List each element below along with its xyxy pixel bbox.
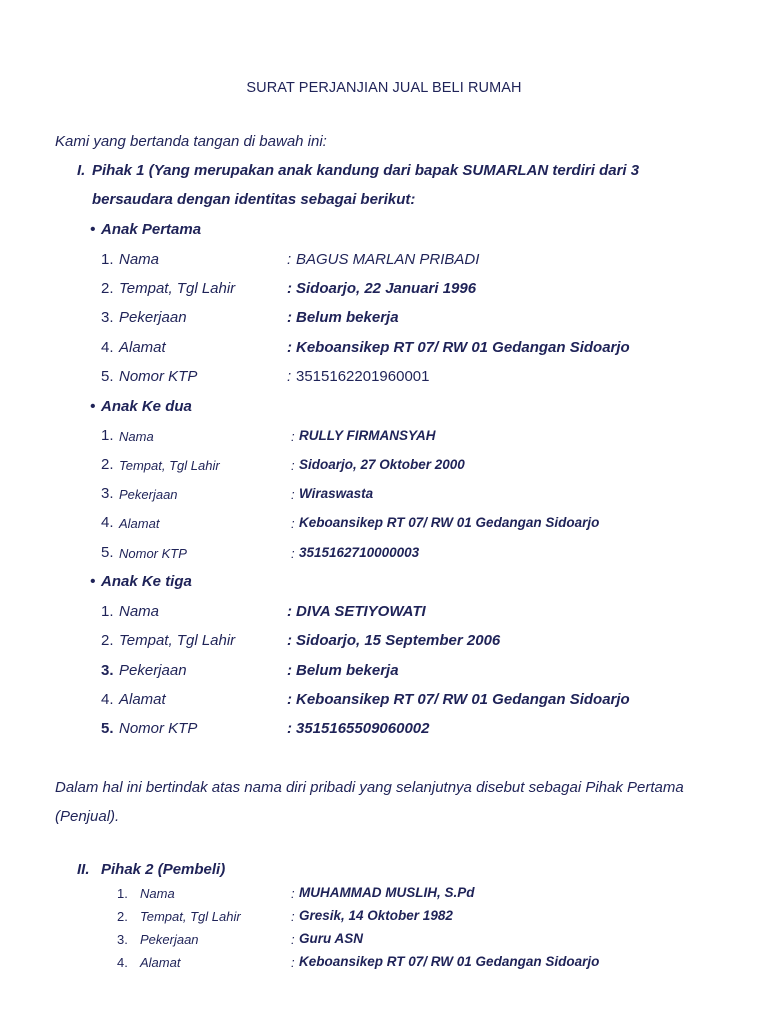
row-number: 1. xyxy=(101,251,114,268)
row-value: 3515165509060002 xyxy=(296,720,430,737)
row-value: Sidoarjo, 22 Januari 1996 xyxy=(296,280,477,297)
row-label: Nomor KTP xyxy=(119,546,187,561)
row-separator: : xyxy=(287,368,292,385)
row-label: Tempat, Tgl Lahir xyxy=(140,909,241,924)
row-value: 3515162201960001 xyxy=(296,368,430,385)
row-number: 4. xyxy=(101,514,114,531)
row-separator: : xyxy=(291,932,295,947)
row-number: 1. xyxy=(101,427,114,444)
row-value: Belum bekerja xyxy=(296,662,399,679)
row-label: Nama xyxy=(119,429,154,444)
row-number: 1. xyxy=(117,886,128,901)
row-number: 3. xyxy=(101,485,114,502)
row-separator: : xyxy=(291,429,295,444)
row-label: Alamat xyxy=(140,955,181,970)
row-label: Tempat, Tgl Lahir xyxy=(119,458,220,473)
row-separator: : xyxy=(291,458,295,473)
row-separator: : xyxy=(291,546,295,561)
row-label: Pekerjaan xyxy=(119,662,187,679)
row-value: Wiraswasta xyxy=(299,486,374,501)
row-value: Keboansikep RT 07/ RW 01 Gedangan Sidoarjo xyxy=(296,691,630,708)
pihak2-numeral: II. xyxy=(77,861,90,878)
row-number: 2. xyxy=(101,456,114,473)
row-number: 5. xyxy=(101,720,114,737)
row-value: Guru ASN xyxy=(299,931,363,946)
pihak2-heading: Pihak 2 (Pembeli) xyxy=(101,861,226,878)
row-number: 2. xyxy=(101,280,114,297)
pihak1-heading-line2: bersaudara dengan identitas sebagai berikut: xyxy=(92,191,416,208)
row-value: Belum bekerja xyxy=(296,309,399,326)
row-value: Sidoarjo, 27 Oktober 2000 xyxy=(299,457,465,472)
row-label: Nomor KTP xyxy=(119,720,198,737)
document-title: SURAT PERJANJIAN JUAL BELI RUMAH xyxy=(246,80,522,96)
row-label: Pekerjaan xyxy=(119,487,178,502)
row-separator: : xyxy=(287,691,292,708)
row-number: 1. xyxy=(101,603,114,620)
row-label: Alamat xyxy=(119,691,166,708)
row-value: DIVA SETIYOWATI xyxy=(296,603,426,620)
row-value: Gresik, 14 Oktober 1982 xyxy=(299,908,453,923)
row-number: 5. xyxy=(101,544,114,561)
row-value: Sidoarjo, 15 September 2006 xyxy=(296,632,501,649)
row-value: 3515162710000003 xyxy=(299,545,420,560)
row-separator: : xyxy=(291,909,295,924)
row-label: Nama xyxy=(119,251,160,268)
row-label: Alamat xyxy=(119,339,166,356)
row-separator: : xyxy=(287,309,292,326)
statement-line1: Dalam hal ini bertindak atas nama diri pribadi yang selanjutnya disebut sebagai Pihak Pertama xyxy=(55,779,684,796)
intro-text: Kami yang bertanda tangan di bawah ini: xyxy=(55,133,327,150)
row-separator: : xyxy=(287,632,292,649)
row-label: Pekerjaan xyxy=(140,932,199,947)
row-label: Alamat xyxy=(119,516,160,531)
row-number: 3. xyxy=(101,309,114,326)
row-number: 3. xyxy=(117,932,128,947)
bullet-icon: • xyxy=(90,573,96,590)
row-number: 3. xyxy=(101,662,114,679)
row-label: Nomor KTP xyxy=(119,368,198,385)
child-heading: Anak Ke dua xyxy=(101,398,192,415)
pihak1-heading-line1: Pihak 1 (Yang merupakan anak kandung dari bapak SUMARLAN terdiri dari 3 xyxy=(92,162,640,179)
row-number: 4. xyxy=(117,955,128,970)
row-value: Keboansikep RT 07/ RW 01 Gedangan Sidoarjo xyxy=(299,954,600,969)
row-label: Pekerjaan xyxy=(119,309,187,326)
row-number: 5. xyxy=(101,368,114,385)
row-label: Nama xyxy=(119,603,160,620)
row-separator: : xyxy=(287,339,292,356)
row-separator: : xyxy=(287,720,292,737)
child-heading: Anak Pertama xyxy=(101,221,202,238)
row-value: MUHAMMAD MUSLIH, S.Pd xyxy=(299,885,475,900)
row-label: Tempat, Tgl Lahir xyxy=(119,280,236,297)
row-separator: : xyxy=(291,516,295,531)
row-value: RULLY FIRMANSYAH xyxy=(299,428,436,443)
row-number: 4. xyxy=(101,339,114,356)
row-value: Keboansikep RT 07/ RW 01 Gedangan Sidoarjo xyxy=(299,515,600,530)
pihak1-numeral: I. xyxy=(77,162,86,179)
row-number: 2. xyxy=(101,632,114,649)
row-label: Nama xyxy=(140,886,175,901)
statement-line2: (Penjual). xyxy=(55,808,120,825)
row-separator: : xyxy=(291,487,295,502)
row-label: Tempat, Tgl Lahir xyxy=(119,632,236,649)
bullet-icon: • xyxy=(90,398,96,415)
row-separator: : xyxy=(287,603,292,620)
row-value: Keboansikep RT 07/ RW 01 Gedangan Sidoarjo xyxy=(296,339,630,356)
row-value: BAGUS MARLAN PRIBADI xyxy=(296,251,480,268)
row-separator: : xyxy=(287,251,292,268)
row-separator: : xyxy=(287,280,292,297)
row-number: 4. xyxy=(101,691,114,708)
row-separator: : xyxy=(291,886,295,901)
bullet-icon: • xyxy=(90,221,96,238)
row-number: 2. xyxy=(117,909,128,924)
child-heading: Anak Ke tiga xyxy=(101,573,192,590)
row-separator: : xyxy=(291,955,295,970)
row-separator: : xyxy=(287,662,292,679)
